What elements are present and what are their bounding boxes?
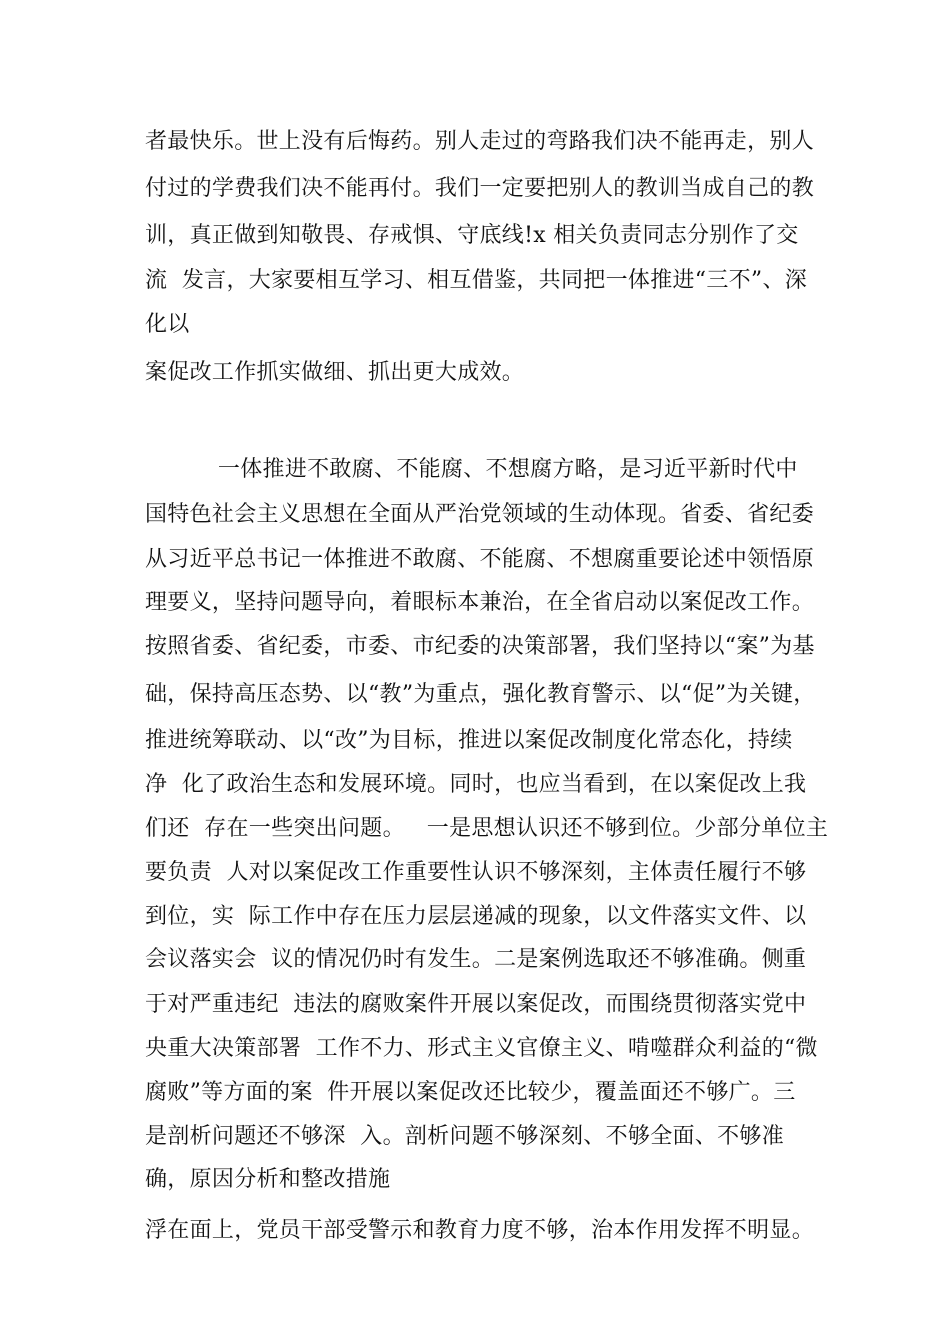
text-line: 流 发言，大家要相互学习、相互借鉴，共同把一体推进“三不”、深: [145, 268, 808, 293]
text-line: 要负责 人对以案促改工作重要性认识不够深刻，主体责任履行不够: [145, 860, 807, 885]
text-line: 从习近平总书记一体推进不敢腐、不能腐、不想腐重要论述中领悟原: [145, 547, 815, 572]
text-line: 会议落实会 议的情况仍时有发生。二是案例选取还不够准确。侧重: [145, 947, 807, 972]
text-line: 案促改工作抓实做细、抓出更大成效。: [145, 360, 525, 385]
text-line: 一体推进不敢腐、不能腐、不想腐方略，是习近平新时代中: [145, 457, 798, 482]
text-line: 者最快乐。世上没有后悔药。别人走过的弯路我们决不能再走，别人: [145, 129, 815, 154]
text-line: 付过的学费我们决不能再付。我们一定要把别人的教训当成自己的教: [145, 176, 815, 201]
text-line: 到位，实 际工作中存在压力层层递减的现象，以文件落实文件、以: [145, 904, 807, 929]
text-line: 们还 存在一些突出问题。 一是思想认识还不够到位。少部分单位主: [145, 816, 829, 841]
text-line: 于对严重违纪 违法的腐败案件开展以案促改，而围绕贯彻落实党中: [145, 992, 807, 1017]
text-line: 腐败”等方面的案 件开展以案促改还比较少，覆盖面还不够广。三: [145, 1080, 796, 1105]
text-line: 化以: [145, 312, 190, 337]
text-line: 央重大决策部署 工作不力、形式主义官僚主义、啃噬群众利益的“微: [145, 1036, 818, 1061]
text-line: 训，真正做到知敬畏、存戒惧、守底线!x 相关负责同志分别作了交: [145, 223, 799, 248]
text-line: 推进统筹联动、以“改”为目标，推进以案促改制度化常态化，持续: [145, 728, 793, 753]
text-line: 是剖析问题还不够深 入。剖析问题不够深刻、不够全面、不够准: [145, 1124, 784, 1149]
text-line: 按照省委、省纪委，市委、市纪委的决策部署，我们坚持以“案”为基: [145, 634, 815, 659]
text-line: 浮在面上，党员干部受警示和教育力度不够，治本作用发挥不明显。: [145, 1218, 815, 1243]
text-line: 确，原因分析和整改措施: [145, 1167, 391, 1192]
text-line: 净 化了政治生态和发展环境。同时，也应当看到，在以案促改上我: [145, 772, 807, 797]
text-line: 国特色社会主义思想在全面从严治党领域的生动体现。省委、省纪委: [145, 502, 815, 527]
text-line: 础，保持高压态势、以“教”为重点，强化教育警示、以“促”为关键，: [145, 682, 816, 707]
text-line: 理要义，坚持问题导向，着眼标本兼治，在全省启动以案促改工作。: [145, 590, 815, 615]
